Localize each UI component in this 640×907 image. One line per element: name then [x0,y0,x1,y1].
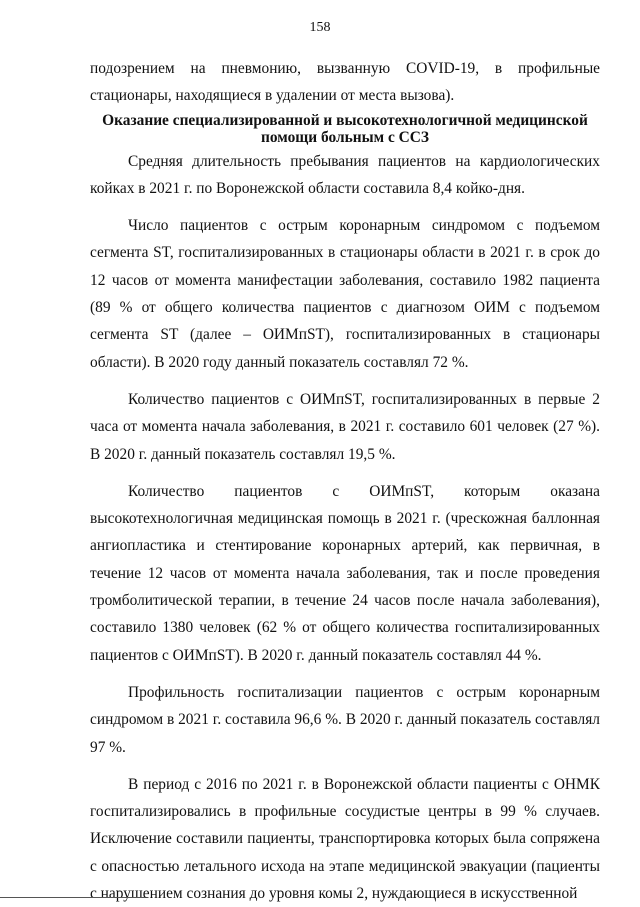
paragraph: Профильность госпитализации пациентов с острым коронарным синдромом в 2021 г. составила 96,6 %. В 2020 г. данный показатель составлял 97 %. [90,683,600,756]
paragraph: Средняя длительность пребывания пациентов на кардиологических койках в 2021 г. по Воронежской области составила 8,4 койко-дня. [90,152,600,197]
paragraph: В период с 2016 по 2021 г. в Воронежской области пациенты с ОНМК госпитализировались в профильные сосудистые центры в 99 % случаев. Исключение составили пациенты, транспортировка которых была сопряжена с опасностью летального исхода на этапе медицинской эвакуации (пациенты с нарушением сознания до уровня комы 2, нуждающиеся в искусственной [90,775,600,903]
paragraph: Количество пациентов с ОИМпST, госпитализированных в первые 2 часа от момента начала заболевания, в 2021 г. составило 601 человек (27 %). В 2020 г. данный показатель составлял 19,5 %. [90,390,600,463]
page-number: 158 [309,20,331,35]
page-content [90,55,600,907]
section-heading: Оказание специализированной и высокотехнологичной медицинской помощи больным с ССЗ [102,111,588,146]
paragraph: Количество пациентов с ОИМпST, которым оказана высокотехнологичная медицинская помощь в 2021 г. (чрескожная баллонная ангиопластика и стентирование коронарных артерий, как первичная, в течение 12 часов от момента начала заболевания, так и после проведения тромболитической терапии, в течение 24 часов после начала заболевания), составило 1380 человек (62 % от общего количества госпитализированных пациентов с ОИМпST). В 2020 г. данный показатель составлял 44 %. [90,482,600,664]
footnote-separator [0,897,145,898]
paragraph: Число пациентов с острым коронарным синдромом с подъемом сегмента ST, госпитализированных в стационары области в 2021 г. в срок до 12 часов от момента манифестации заболевания, составило 1982 пациента (89 % от общего количества пациентов с диагнозом ОИМ с подъемом сегмента ST (далее – ОИМпST), госпитализированных в стационары области). В 2020 году данный показатель составлял 72 %. [90,217,600,371]
paragraph-continuation: подозрением на пневмонию, вызванную COVID-19, в профильные стационары, находящиеся в удалении от места вызова). [90,60,600,105]
